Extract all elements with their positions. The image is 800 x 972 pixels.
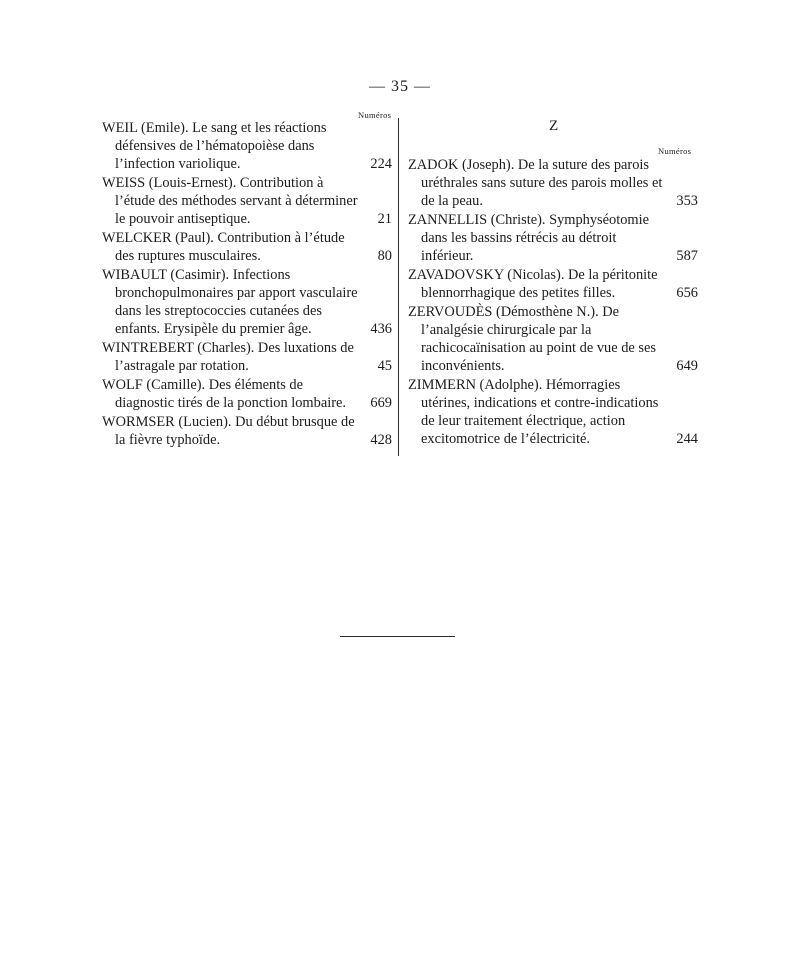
- entry-number: 80: [377, 248, 392, 264]
- closing-rule: [340, 636, 455, 637]
- entry-number: 353: [676, 193, 698, 209]
- index-entry: [408, 211, 698, 265]
- page-number: — 35 —: [369, 78, 431, 95]
- entry-number: 45: [377, 358, 392, 374]
- entry-text: ZERVOUDÈS (Démosthène N.). De l’analgésie chirurgicale par la rachicocaïnisation au point de vue de ses inconvénients.: [408, 304, 656, 374]
- right-column: [408, 156, 698, 449]
- entry-number: 244: [676, 431, 698, 447]
- entry-text: ZAVADOVSKY (Nicolas). De la péritonite blennorrhagique des petites filles.: [408, 267, 658, 301]
- index-entry: [102, 174, 392, 228]
- index-entry: [102, 413, 392, 449]
- index-entry: [408, 303, 698, 375]
- entry-number: 649: [676, 358, 698, 374]
- entry-text: WORMSER (Lucien). Du début brusque de la fièvre typhoïde.: [102, 414, 355, 448]
- index-entry: [102, 266, 392, 338]
- index-entry: [408, 156, 698, 210]
- entry-number: 21: [377, 211, 392, 227]
- entry-text: ZIMMERN (Adolphe). Hémorragies utérines, indications et contre-indications de leur traitement électrique, action excitomotrice de l’électricité.: [408, 377, 659, 447]
- entry-number: 428: [370, 432, 392, 448]
- entry-text: ZADOK (Joseph). De la suture des parois uréthrales sans suture des parois molles et de la peau.: [408, 157, 663, 209]
- entry-text: WINTREBERT (Charles). Des luxations de l’astragale par rotation.: [102, 340, 354, 374]
- section-heading-z: Z: [549, 118, 559, 134]
- index-entry: [102, 339, 392, 375]
- entry-text: WOLF (Camille). Des éléments de diagnostic tirés de la ponction lombaire.: [102, 377, 346, 411]
- index-entry: [102, 376, 392, 412]
- index-entry: [102, 229, 392, 265]
- entry-text: ZANNELLIS (Christe). Symphyséotomie dans les bassins rétrécis au détroit inférieur.: [408, 212, 650, 264]
- entry-text: WEIL (Emile). Le sang et les réactions défensives de l’hématopoièse dans l’infection variolique.: [102, 120, 327, 172]
- left-column: [102, 119, 392, 450]
- entry-number: 669: [370, 395, 392, 411]
- entry-text: WIBAULT (Casimir). Infections bronchopulmonaires par apport vasculaire dans les streptococcies cutanées des enfants. Erysipèle du premier âge.: [102, 267, 358, 337]
- index-entry: [408, 376, 698, 448]
- numeros-label-left: Numéros: [358, 110, 392, 120]
- entry-text: WEISS (Louis-Ernest). Contribution à l’étude des méthodes servant à déterminer le pouvoir antiseptique.: [102, 175, 358, 227]
- index-entry: [408, 266, 698, 302]
- entry-number: 436: [370, 321, 392, 337]
- entry-number: 656: [676, 285, 698, 301]
- entry-number: 587: [676, 248, 698, 264]
- entry-number: 224: [370, 156, 392, 172]
- entry-text: WELCKER (Paul). Contribution à l’étude des ruptures musculaires.: [102, 230, 345, 264]
- column-divider: [398, 118, 399, 456]
- numeros-label-right: Numéros: [658, 146, 692, 156]
- index-entry: [102, 119, 392, 173]
